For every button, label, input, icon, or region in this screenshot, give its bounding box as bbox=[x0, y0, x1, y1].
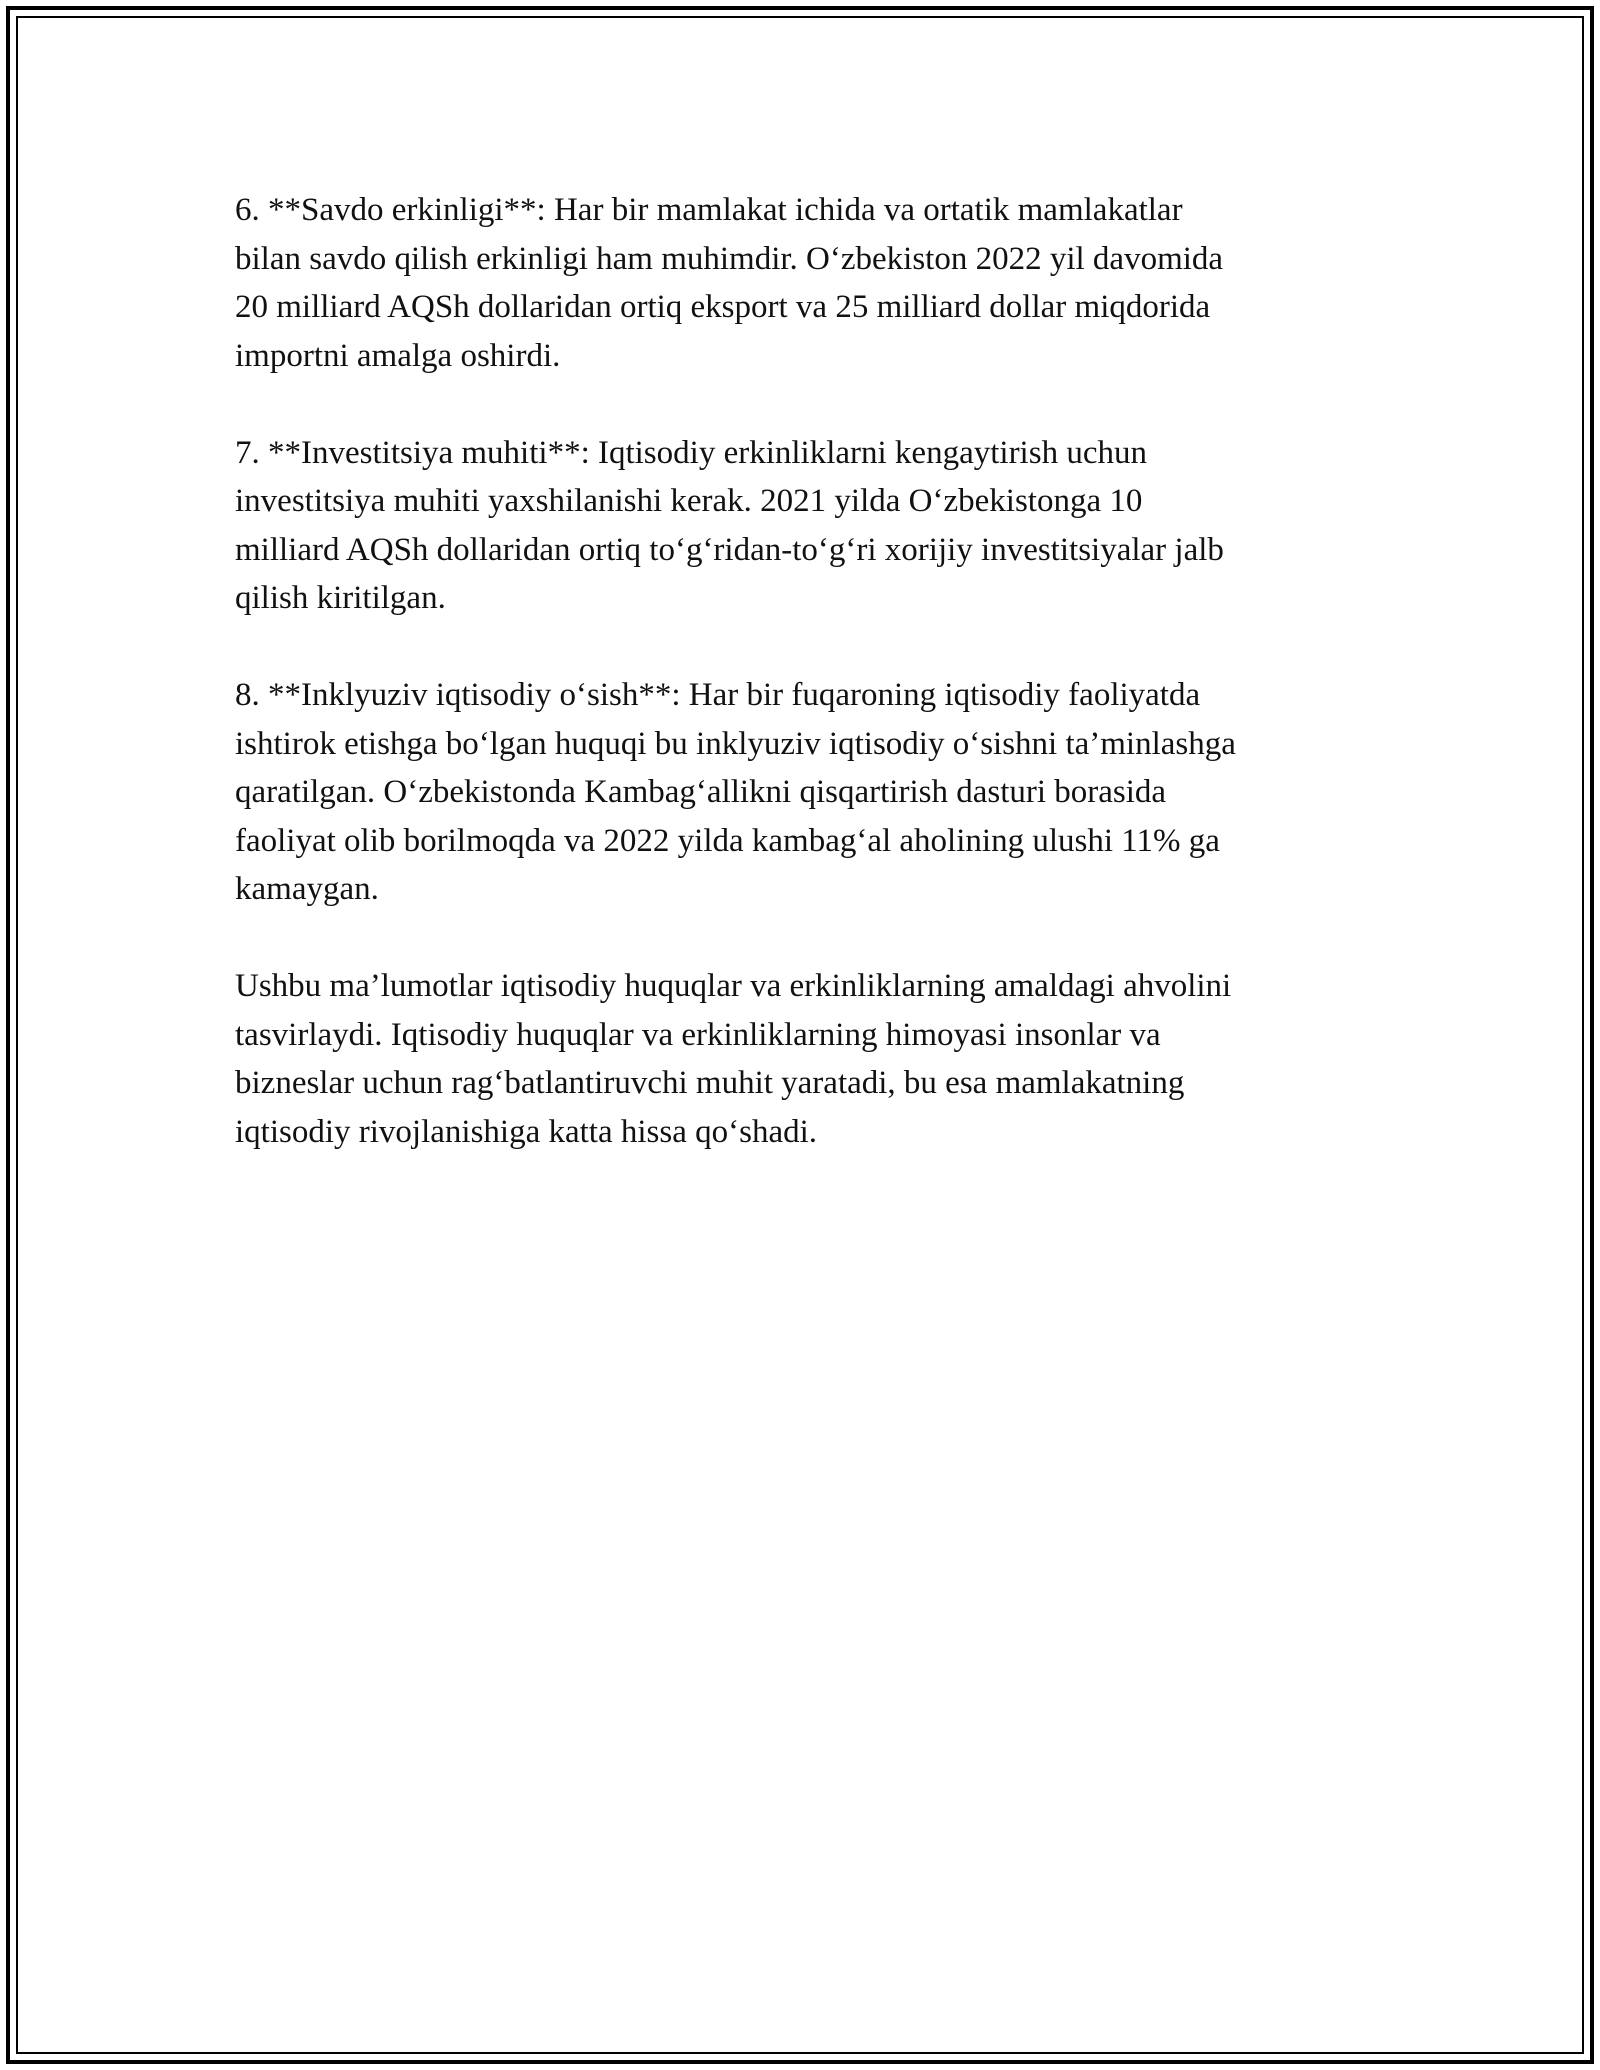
paragraph-savdo-erkinligi: 6. **Savdo erkinligi**: Har bir mamlakat ichida va ortatik mamlakatlar bilan savdo qilish erkinligi ham muhimdir. O‘zbekiston 2022 yil davomida 20 milliard AQSh dollaridan ortiq eksport va 25 milliard dollar miqdorida importni amalga oshirdi. bbox=[235, 192, 1224, 374]
paragraph-inklyuziv-osish: 8. **Inklyuziv iqtisodiy o‘sish**: Har bir fuqaroning iqtisodiy faoliyatda ishtirok etishga bo‘lgan huquqi bu inklyuziv iqtisodiy o‘sishni ta’minlashga qaratilgan. O‘zbekistonda Kambag‘allikni qisqartirish dasturi borasida faoliyat olib borilmoqda va 2022 yilda kambag‘al aholining ulushi 11% ga kamaygan. bbox=[235, 677, 1236, 907]
paragraph-investitsiya-muhiti: 7. **Investitsiya muhiti**: Iqtisodiy erkinliklarni kengaytirish uchun investitsiya muhiti yaxshilanishi kerak. 2021 yilda O‘zbekistonga 10 milliard AQSh dollaridan ortiq to‘g‘ridan-to‘g‘ri xorijiy investitsiyalar jalb qilish kiritilgan. bbox=[235, 434, 1224, 616]
document-body bbox=[235, 186, 1365, 1205]
paragraph-conclusion: Ushbu ma’lumotlar iqtisodiy huquqlar va erkinliklarning amaldagi ahvolini tasvirlaydi. Iqtisodiy huquqlar va erkinliklarning himoyasi insonlar va bizneslar uchun rag‘batlantiruvchi muhit yaratadi, bu esa mamlakatning iqtisodiy rivojlanishiga katta hissa qo‘shadi. bbox=[235, 968, 1232, 1150]
